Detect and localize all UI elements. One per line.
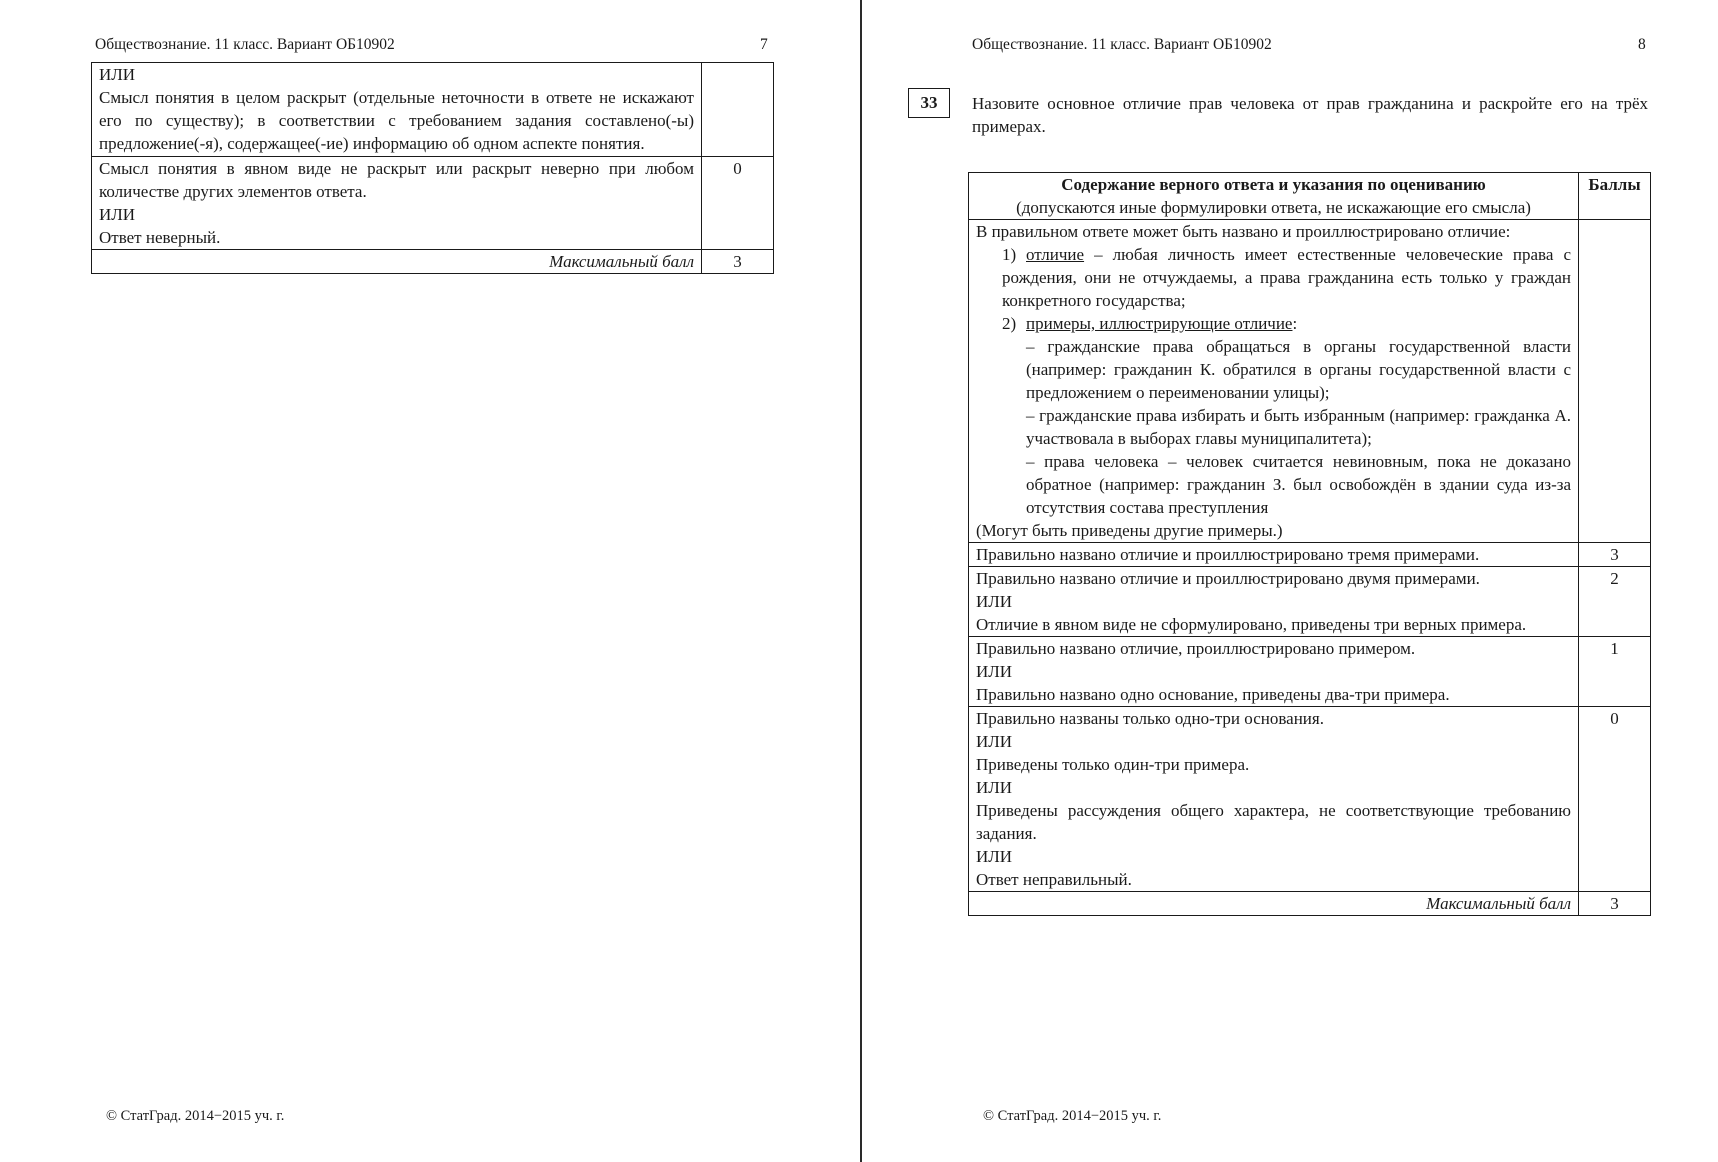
item-text: : [1292,314,1298,333]
score-header [1579,173,1651,220]
example-item: – права человека – человек считается невиновным, пока не доказано обратное (например: гражданин З. был освобождён в здании суда из-за отсутствия состава преступления [1026,452,1571,517]
criteria-table [968,172,1651,916]
criteria-line: Ответ неверный. [99,228,221,247]
table-header-row [969,173,1651,220]
criteria-line: Ответ неправильный. [976,870,1132,889]
item-term: примеры, иллюстрирующие отличие [1026,314,1293,333]
criteria-text [92,63,702,157]
example-item: – гражданские права обращаться в органы государственной власти (например: гражданин К. обратился в органы государственной власти с предложением о переименовании улицы); [1026,337,1571,402]
page-header: Обществознание. 11 класс. Вариант ОБ10902 [972,36,1272,53]
answer-item-2 [976,312,1571,335]
score-cell [702,63,774,157]
content-header [969,173,1579,220]
criteria-text [969,567,1579,637]
criteria-text [969,543,1579,567]
question-number: 33 [908,88,950,118]
item-number: 1) [1002,245,1017,264]
example-item: – гражданские права избирать и быть избранным (например: гражданка А. участвовала в выборах главы муниципалитета); [1026,406,1571,448]
criteria-text [969,637,1579,707]
table-row [92,157,774,250]
criteria-line: Смысл понятия в явном виде не раскрыт или раскрыт неверно при любом количестве других элементов ответа. [99,159,694,201]
criteria-line: Правильно названы только одно-три основания. [976,709,1324,728]
score-header-title: Баллы [1588,175,1641,194]
item-number: 2) [1002,314,1017,333]
table-row [969,543,1651,567]
table-row [969,637,1651,707]
right-page [862,0,1718,1162]
score-cell [1579,220,1651,543]
criteria-line: ИЛИ [976,778,1013,797]
answer-row [969,220,1651,543]
max-score-label: Максимальный балл [969,892,1579,916]
table-row [969,567,1651,637]
answer-content [969,220,1579,543]
content-header-note: (допускаются иные формулировки ответа, не искажающие его смысла) [1016,198,1531,217]
criteria-line: Правильно названо отличие и проиллюстрировано двумя примерами. [976,569,1480,588]
criteria-line: ИЛИ [976,847,1013,866]
criteria-line: Смысл понятия в целом раскрыт (отдельные неточности в ответе не искажают его по существу); в соответствии с требованием задания составлено(-ы) предложение(-я), содержащее(-ие) информацию об одном аспекте понятия. [99,88,694,153]
score-cell: 0 [702,157,774,250]
answer-closing: (Могут быть приведены другие примеры.) [976,521,1283,540]
score-cell: 1 [1579,637,1651,707]
criteria-line: ИЛИ [976,732,1013,751]
page-footer: © СтатГрад. 2014−2015 уч. г. [106,1108,285,1124]
item-term: отличие [1026,245,1085,264]
page-header: Обществознание. 11 класс. Вариант ОБ10902 [95,36,395,53]
criteria-line: Отличие в явном виде не сформулировано, приведены три верных примера. [976,615,1527,634]
page-footer: © СтатГрад. 2014−2015 уч. г. [983,1108,1162,1124]
score-cell: 0 [1579,707,1651,892]
criteria-line: Приведены рассуждения общего характера, не соответствующие требованию задания. [976,801,1571,843]
criteria-table [91,62,774,274]
page-number: 8 [1638,36,1646,53]
criteria-line: ИЛИ [976,592,1013,611]
criteria-line: Правильно названо отличие, проиллюстрировано примером. [976,639,1416,658]
criteria-line: ИЛИ [99,205,136,224]
criteria-text [92,157,702,250]
max-score-row [969,892,1651,916]
answer-intro: В правильном ответе может быть названо и проиллюстрировано отличие: [976,222,1511,241]
criteria-line: Правильно названо отличие и проиллюстрировано тремя примерами. [976,545,1480,564]
max-score-row [92,250,774,274]
max-score-label: Максимальный балл [92,250,702,274]
score-cell: 2 [1579,567,1651,637]
criteria-line: ИЛИ [99,65,136,84]
criteria-line: ИЛИ [976,662,1013,681]
answer-item-1 [976,243,1571,312]
content-header-title: Содержание верного ответа и указания по оцениванию [1061,175,1486,194]
max-score-value: 3 [1579,892,1651,916]
item-text: – любая личность имеет естественные человеческие права с рождения, они не отчуждаемы, а права гражданина есть только у граждан конкретного государства; [1002,245,1571,310]
criteria-text [969,707,1579,892]
score-cell: 3 [1579,543,1651,567]
table-row [92,63,774,157]
table-row [969,707,1651,892]
max-score-value: 3 [702,250,774,274]
criteria-line: Правильно названо одно основание, приведены два-три примера. [976,685,1450,704]
page-number: 7 [760,36,768,53]
criteria-line: Приведены только один-три примера. [976,755,1250,774]
question-text: Назовите основное отличие прав человека от прав гражданина и раскройте его на трёх примерах. [972,94,1648,136]
